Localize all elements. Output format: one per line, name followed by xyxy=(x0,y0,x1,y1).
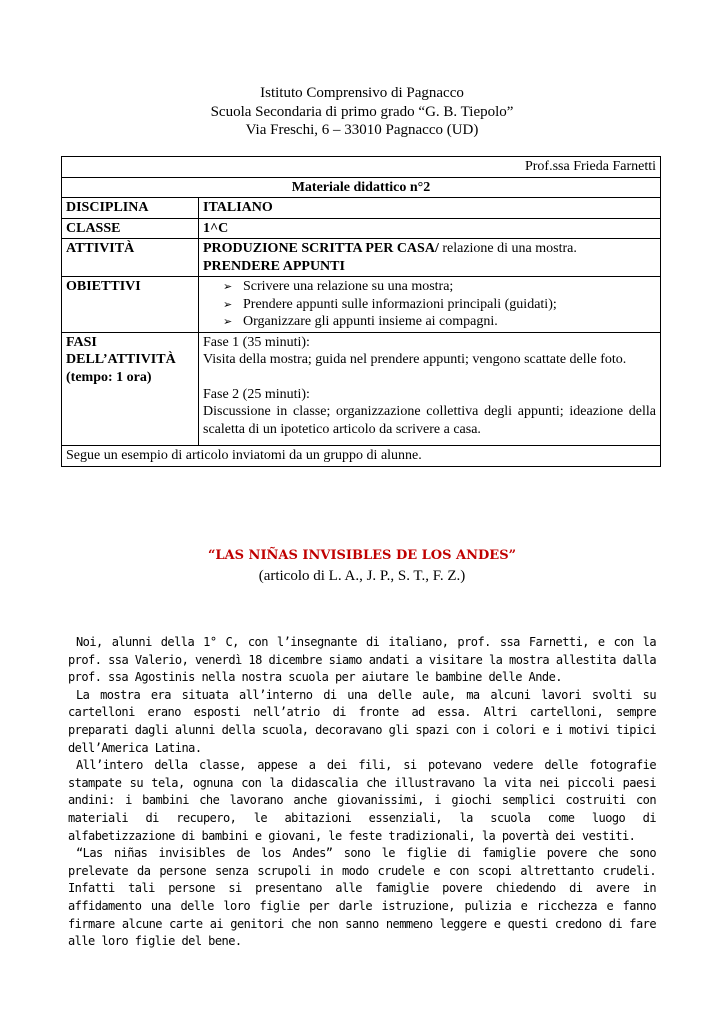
article-body xyxy=(68,634,656,951)
attivita-value xyxy=(199,239,661,277)
footer-row xyxy=(62,446,661,467)
arrow-bullet-icon: ➢ xyxy=(223,315,233,328)
fasi-label xyxy=(62,332,199,446)
list-item xyxy=(223,313,656,331)
material-title: Materiale didattico n°2 xyxy=(62,177,661,198)
article-paragraph: “Las niñas invisibles de los Andes” sono le figlie di famiglie povere che sono prelevate da persone senza scrupoli in modo crudele e con scopi altrettanto crudeli. Infatti tali persone si presentano alle famiglie povere chiedendo di avere in affidamento una delle loro figlie per darle istruzione, pulizia e ricchezza e fanno firmare alcune carte ai genitori che non sanno nemmeno leggere e questi credono di fare alle loro figlie del bene. xyxy=(68,846,656,949)
obiettivi-label: OBIETTIVI xyxy=(62,277,199,333)
classe-value: 1^C xyxy=(199,218,661,239)
disciplina-row xyxy=(62,198,661,219)
classe-row xyxy=(62,218,661,239)
school-name: Istituto Comprensivo di Pagnacco xyxy=(260,85,464,101)
school-subtitle: Scuola Secondaria di primo grado “G. B. Tiepolo” xyxy=(210,103,514,120)
table-footer-note: Segue un esempio di articolo inviatomi da un gruppo di alunne. xyxy=(62,446,661,467)
article-paragraph: Noi, alunni della 1° C, con l’insegnante di italiano, prof. ssa Farnetti, e con la prof. ssa Valerio, venerdì 18 dicembre siamo andati a visitare la mostra allestita dalla prof. ssa Agostinis nella nostra scuola per aiutare le bambine delle Ande. xyxy=(68,635,656,685)
attivita-bold: PRODUZIONE SCRITTA PER CASA/ xyxy=(203,241,439,256)
obiettivi-list-cell xyxy=(199,277,661,333)
classe-label: CLASSE xyxy=(62,218,199,239)
obiettivi-row xyxy=(62,277,661,333)
lesson-table xyxy=(61,156,661,467)
fasi-label-line3: (tempo: 1 ora) xyxy=(66,369,152,385)
fase1-text: Visita della mostra; guida nel prendere appunti; vengono scattate delle foto. xyxy=(203,352,627,367)
fasi-label-line1: FASI xyxy=(66,334,97,350)
fase2-title: Fase 2 (25 minuti): xyxy=(203,386,310,402)
teacher-name: Prof.ssa Frieda Farnetti xyxy=(62,157,661,178)
fasi-content xyxy=(199,332,661,446)
obiettivo-text: Scrivere una relazione su una mostra; xyxy=(243,279,454,294)
attivita-row xyxy=(62,239,661,277)
attivita-label: ATTIVITÀ xyxy=(62,239,199,277)
attivita-line2: PRENDERE APPUNTI xyxy=(203,258,345,274)
school-header xyxy=(0,84,724,140)
fasi-label-line2: DELL’ATTIVITÀ xyxy=(66,352,176,367)
article-title: “LAS NIÑAS INVISIBLES DE LOS ANDES” xyxy=(207,548,517,563)
material-row xyxy=(62,177,661,198)
obiettivi-list xyxy=(203,278,656,331)
list-item xyxy=(223,278,656,296)
teacher-row xyxy=(62,157,661,178)
arrow-bullet-icon: ➢ xyxy=(223,280,233,293)
list-item xyxy=(223,296,656,314)
obiettivo-text: Organizzare gli appunti insieme ai compagni. xyxy=(243,314,498,329)
fasi-row xyxy=(62,332,661,446)
article-authors: (articolo di L. A., J. P., S. T., F. Z.) xyxy=(258,568,466,584)
arrow-bullet-icon: ➢ xyxy=(223,297,233,311)
article-paragraph: All’intero della classe, appese a dei fili, si potevano vedere delle fotografie stampate su tela, ognuna con la didascalia che illustravano la vita nei piccoli paesi andini: i bambini che lavorano anche giovanissimi, i giochi semplici costruiti con materiali di recupero, le abitazioni essenziali, la scuola come luogo di alfabetizzazione di bambini e giovani, le feste tradizionali, la povertà dei vestiti. xyxy=(68,758,656,843)
school-address: Via Freschi, 6 – 33010 Pagnacco (UD) xyxy=(245,122,479,138)
fase2-text: Discussione in classe; organizzazione collettiva degli appunti; ideazione della scaletta di un ipotetico articolo da scrivere a casa. xyxy=(203,404,656,437)
fase1-title: Fase 1 (35 minuti): xyxy=(203,334,310,350)
disciplina-value: ITALIANO xyxy=(199,198,661,219)
article-paragraph: La mostra era situata all’interno di una delle aule, ma alcuni lavori svolti su cartelloni erano esposti nell’atrio di fronte ad essa. Altri cartelloni, sempre preparati dagli alunni della scuola, decoravano gli spazi con i colori e i motivi tipici dell’America Latina. xyxy=(68,687,656,755)
attivita-rest: relazione di una mostra. xyxy=(438,241,577,256)
obiettivo-text: Prendere appunti sulle informazioni principali (guidati); xyxy=(243,296,557,312)
disciplina-label: DISCIPLINA xyxy=(62,198,199,219)
